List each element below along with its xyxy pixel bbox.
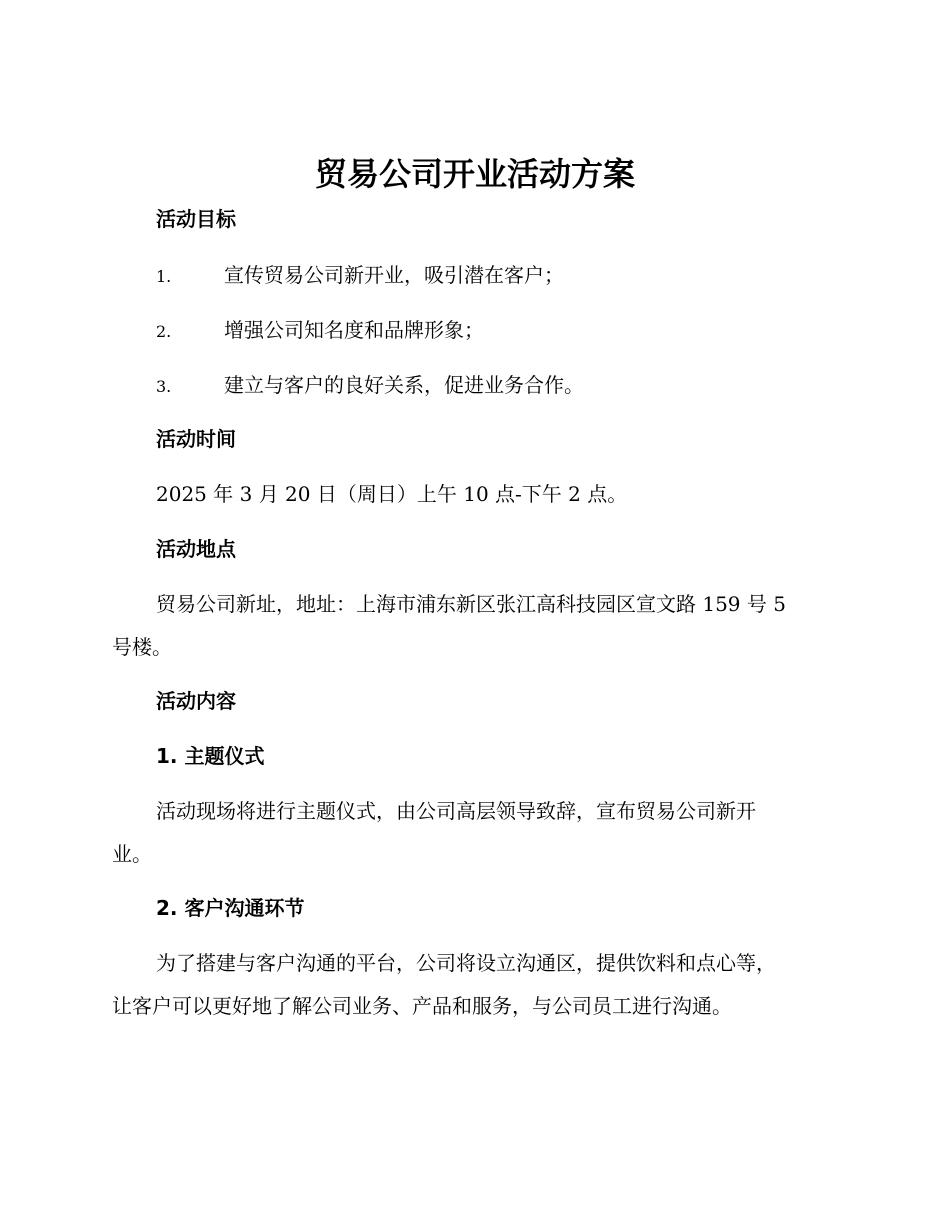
section-heading-time: 活动时间 [156, 427, 236, 451]
list-text: 宣传贸易公司新开业，吸引潜在客户； [224, 263, 564, 287]
list-number: 2. [156, 322, 172, 341]
communication-paragraph-line1: 为了搭建与客户沟通的平台，公司将设立沟通区，提供饮料和点心等， [156, 951, 776, 975]
ceremony-paragraph-line1: 活动现场将进行主题仪式，由公司高层领导致辞，宣布贸易公司新开 [156, 799, 756, 823]
location-paragraph-line2: 号楼。 [112, 635, 172, 659]
subsection-heading-ceremony: 1. 主题仪式 [156, 744, 265, 768]
document-title: 贸易公司开业活动方案 [314, 155, 635, 193]
list-number: 1. [156, 267, 172, 286]
list-number: 3. [156, 377, 172, 396]
location-paragraph-line1: 贸易公司新址，地址：上海市浦东新区张江高科技园区宣文路 159 号 5 [156, 592, 786, 616]
communication-paragraph-line2: 让客户可以更好地了解公司业务、产品和服务，与公司员工进行沟通。 [112, 994, 732, 1018]
ceremony-paragraph-line2: 业。 [112, 842, 152, 866]
list-text: 建立与客户的良好关系，促进业务合作。 [224, 373, 584, 397]
time-paragraph: 2025 年 3 月 20 日（周日）上午 10 点-下午 2 点。 [156, 482, 628, 506]
subsection-heading-communication: 2. 客户沟通环节 [156, 896, 305, 920]
list-text: 增强公司知名度和品牌形象； [224, 318, 484, 342]
section-heading-goal: 活动目标 [156, 207, 236, 231]
section-heading-content: 活动内容 [156, 689, 236, 713]
section-heading-location: 活动地点 [156, 537, 236, 561]
